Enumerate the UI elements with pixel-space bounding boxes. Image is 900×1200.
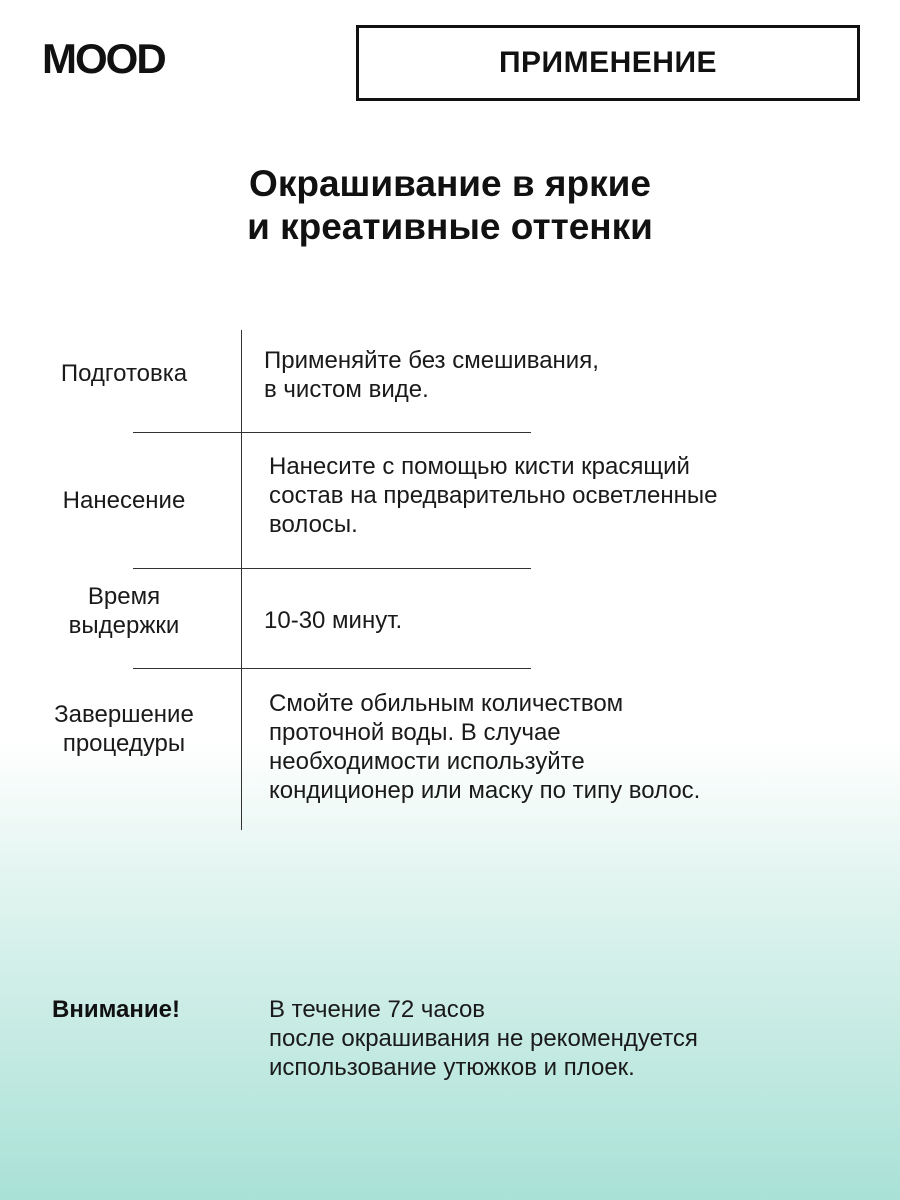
section-badge: ПРИМЕНЕНИЕ xyxy=(356,25,860,101)
step-label-completion: Завершение процедуры xyxy=(54,701,194,757)
step-text-preparation: Применяйте без смешивания, в чистом виде. xyxy=(264,347,599,403)
page-title-line-2: и креативные оттенки xyxy=(247,205,653,247)
step-label-preparation: Подготовка xyxy=(60,360,188,387)
step-label-application: Нанесение xyxy=(62,487,186,514)
warning-text: В течение 72 часов после окрашивания не рекомендуется использование утюжков и плоек. xyxy=(269,996,698,1081)
warning-label: Внимание! xyxy=(52,996,180,1023)
step-text-completion: Смойте обильным количеством проточной воды. В случае необходимости используйте кондиционер или маску по типу волос. xyxy=(269,690,701,804)
page-title-line-1: Окрашивание в яркие xyxy=(249,163,651,204)
step-text-exposure-time: 10-30 минут. xyxy=(264,607,403,634)
brand-logo: MOOD xyxy=(42,35,165,82)
page-title xyxy=(0,163,900,248)
table-vertical-divider xyxy=(241,330,242,830)
step-text-application: Нанесите с помощью кисти красящий состав на предварительно осветленные волосы. xyxy=(269,453,718,538)
table-row-divider xyxy=(133,668,531,669)
step-label-exposure-time: Время выдержки xyxy=(68,583,180,639)
table-row-divider xyxy=(133,432,531,433)
table-row-divider xyxy=(133,568,531,569)
